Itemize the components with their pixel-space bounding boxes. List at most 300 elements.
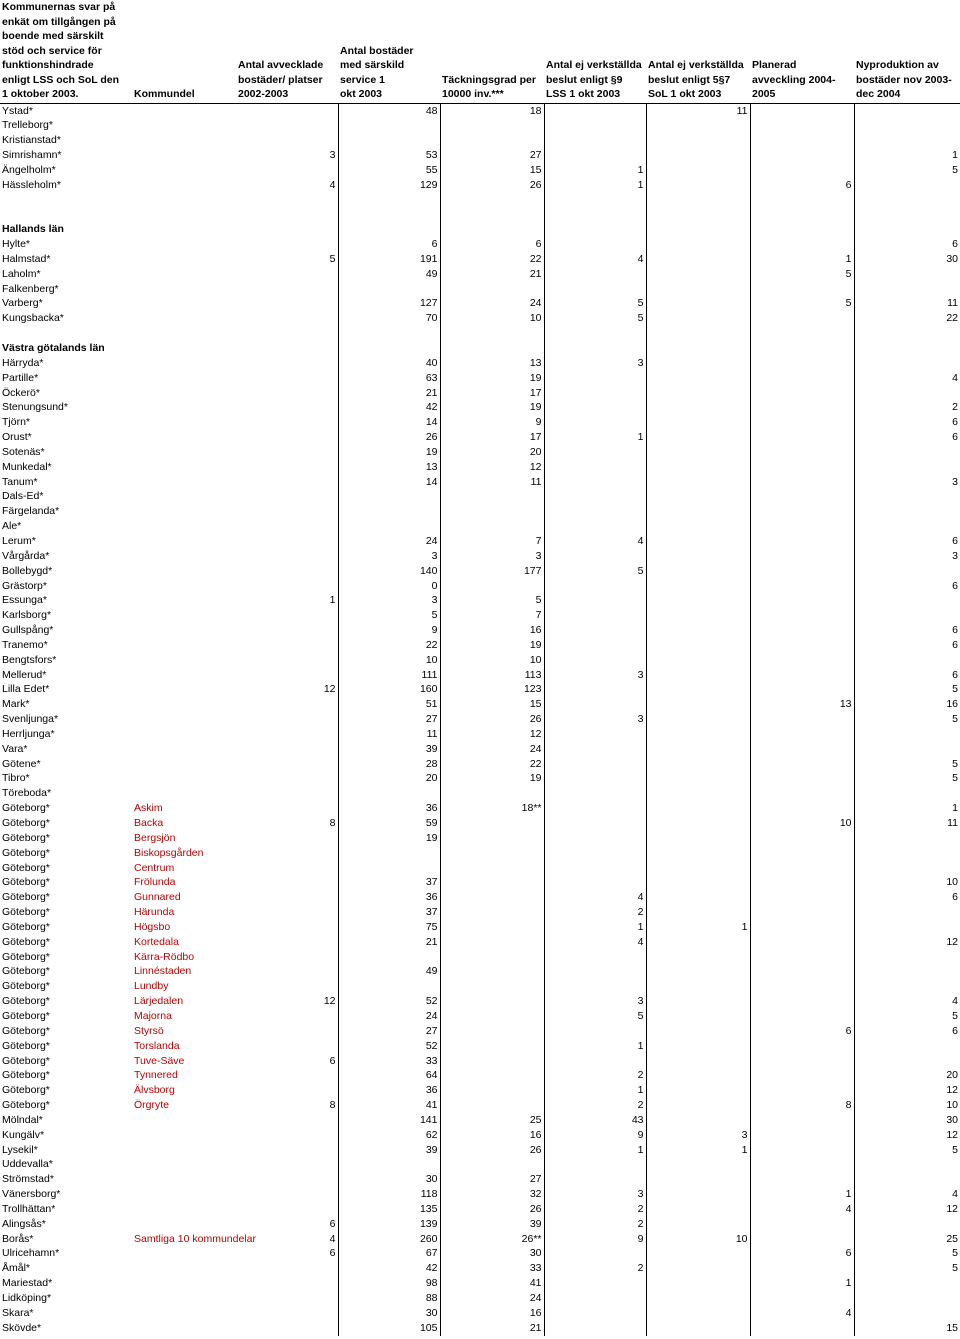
value-cell [646,163,750,178]
kommundel-cell: Tynnered [134,1069,178,1082]
value-cell: 191 [338,252,440,267]
value-cell [646,1246,750,1261]
table-row [0,1202,960,1217]
value-cell [750,148,854,163]
kommun-cell: Göteborg* [2,1054,50,1067]
value-cell [646,623,750,638]
value-cell: 11 [646,103,750,118]
kommundel-cell [132,519,236,534]
value-cell [854,1172,960,1187]
value-cell [750,564,854,579]
value-cell: 3 [544,1187,646,1202]
value-cell [646,801,750,816]
value-cell: 19 [440,400,544,415]
value-cell [338,504,440,519]
value-cell [236,831,338,846]
kommundel-cell: Kärra-Rödbo [134,950,195,963]
value-cell [236,356,338,371]
table-row [0,252,960,267]
value-cell: 36 [338,1083,440,1098]
kommun-cell: Vänersborg* [2,1188,61,1201]
kommun-cell: Göteborg* [2,1084,50,1097]
kommun-cell: Bollebygd* [2,564,53,577]
table-row [0,579,960,594]
value-cell [854,445,960,460]
kommundel-cell: Majorna [134,1009,172,1022]
table-cell [750,222,854,237]
value-cell: 26 [440,1143,544,1158]
value-cell [750,163,854,178]
kommundel-cell: Biskopsgården [134,846,204,859]
table-cell [440,341,544,356]
header-avvecklade: Antal avvecklade bostäder/ platser 2002-2003 [236,0,338,103]
value-cell: 12 [440,727,544,742]
value-cell: 26 [440,178,544,193]
value-cell [646,712,750,727]
value-cell [646,1083,750,1098]
value-cell: 9 [544,1232,646,1247]
value-cell: 30 [338,1306,440,1321]
value-cell [646,1172,750,1187]
value-cell: 19 [338,445,440,460]
value-cell: 30 [946,1113,958,1126]
value-cell [854,786,960,801]
value-cell: 39 [440,1217,544,1232]
table-row [0,1054,960,1069]
value-cell [750,133,854,148]
value-cell [646,831,750,846]
kommun-cell: Lysekil* [2,1143,38,1156]
value-cell: 1 [646,920,750,935]
value-cell: 3 [952,475,958,488]
value-cell [544,519,646,534]
value-cell: 1 [750,1276,854,1291]
value-cell [440,1157,544,1172]
value-cell [646,534,750,549]
value-cell [338,282,440,297]
value-cell [440,950,544,965]
value-cell [236,311,338,326]
table-row [0,534,960,549]
value-cell: 3 [338,549,440,564]
table-row [0,163,960,178]
value-cell [544,638,646,653]
value-cell [544,950,646,965]
value-cell: 12 [440,460,544,475]
value-cell [646,1187,750,1202]
value-cell: 4 [952,371,958,384]
value-cell: 160 [338,682,440,697]
kommun-cell: Sotenäs* [2,445,45,458]
value-cell [646,1261,750,1276]
value-cell [236,861,338,876]
value-cell [646,326,750,341]
value-cell [750,311,854,326]
value-cell: 2 [544,1217,646,1232]
value-cell: 10 [646,1232,750,1247]
value-cell [236,1306,338,1321]
kommun-cell: Gullspång* [2,624,54,637]
value-cell [544,445,646,460]
value-cell [854,742,960,757]
kommun-cell: Karlsborg* [2,609,52,622]
kommun-cell: Göteborg* [2,1099,50,1112]
value-cell [544,861,646,876]
kommundel-cell [132,133,236,148]
value-cell: 4 [544,935,646,950]
value-cell: 62 [338,1128,440,1143]
value-cell [440,1068,544,1083]
value-cell [646,282,750,297]
value-cell [854,1217,960,1232]
table-row [0,415,960,430]
kommun-cell: Trollhättan* [2,1202,56,1215]
value-cell [544,608,646,623]
value-cell: 17 [440,430,544,445]
kommundel-cell [132,148,236,163]
value-cell: 7 [440,534,544,549]
table-row [0,118,960,133]
value-cell [646,846,750,861]
value-cell [646,430,750,445]
kommun-cell: Tranemo* [2,638,48,651]
value-cell [544,771,646,786]
value-cell [750,1009,854,1024]
value-cell: 6 [750,178,854,193]
value-cell: 6 [952,431,958,444]
value-cell [544,207,646,222]
value-cell [646,504,750,519]
value-cell [440,831,544,846]
value-cell: 14 [338,475,440,490]
value-cell [440,816,544,831]
value-cell: 28 [338,757,440,772]
kommundel-cell [132,549,236,564]
value-cell [338,489,440,504]
table-row [0,1261,960,1276]
kommundel-cell [132,1128,236,1143]
value-cell: 12 [946,1128,958,1141]
value-cell [236,534,338,549]
kommun-cell: Göteborg* [2,1009,50,1022]
kommun-cell: Göteborg* [2,876,50,889]
kommun-cell: Mariestad* [2,1277,53,1290]
value-cell: 2 [544,1202,646,1217]
value-cell: 6 [236,1246,338,1261]
kommun-cell: Göteborg* [2,920,50,933]
value-cell [544,682,646,697]
value-cell [544,979,646,994]
value-cell [646,371,750,386]
table-row [0,950,960,965]
value-cell [236,1039,338,1054]
value-cell: 36 [338,890,440,905]
value-cell: 4 [236,178,338,193]
value-cell: 21 [338,386,440,401]
table-row [0,1113,960,1128]
value-cell [646,1276,750,1291]
kommun-cell: Uddevalla* [2,1158,53,1171]
value-cell [236,282,338,297]
table-row [0,935,960,950]
value-cell [236,979,338,994]
value-cell [854,207,960,222]
kommundel-cell [132,504,236,519]
value-cell [750,1143,854,1158]
table-cell [646,222,750,237]
value-cell [440,1098,544,1113]
kommun-cell: Götene* [2,757,41,770]
kommundel-cell [132,445,236,460]
kommundel-cell [132,638,236,653]
value-cell [750,549,854,564]
value-cell [440,964,544,979]
value-cell [236,103,338,118]
kommundel-cell [132,400,236,415]
value-cell [646,252,750,267]
value-cell [236,771,338,786]
value-cell [236,608,338,623]
header-planerad: Planerad avveckling 2004- 2005 [750,0,854,103]
value-cell [236,1128,338,1143]
value-cell [440,489,544,504]
value-cell [646,950,750,965]
table-row [0,1321,960,1336]
kommundel-cell [132,311,236,326]
value-cell [646,1068,750,1083]
value-cell [646,1113,750,1128]
value-cell [750,1261,854,1276]
kommundel-cell [132,326,236,341]
value-cell [236,757,338,772]
value-cell [236,1261,338,1276]
kommun-cell: Göteborg* [2,935,50,948]
value-cell: 49 [338,267,440,282]
value-cell [854,593,960,608]
value-cell: 55 [338,163,440,178]
value-cell: 1 [646,1143,750,1158]
value-cell [236,489,338,504]
kommun-cell: Dals-Ed* [2,490,44,503]
value-cell [338,950,440,965]
value-cell: 141 [338,1113,440,1128]
table-row [0,549,960,564]
value-cell [236,1068,338,1083]
value-cell: 33 [338,1054,440,1069]
value-cell [750,890,854,905]
value-cell: 123 [440,682,544,697]
value-cell: 6 [750,1246,854,1261]
kommundel-cell [132,1261,236,1276]
kommundel-cell [132,682,236,697]
value-cell: 51 [338,697,440,712]
table-row [0,1246,960,1261]
table-cell [236,341,338,356]
value-cell [236,697,338,712]
value-cell [440,1083,544,1098]
table-row [0,519,960,534]
value-cell [646,742,750,757]
value-cell: 27 [440,148,544,163]
value-cell: 27 [338,1024,440,1039]
kommundel-cell [132,771,236,786]
kommun-cell: Ystad* [2,104,33,117]
value-cell: 24 [440,1291,544,1306]
value-cell: 16 [946,698,958,711]
value-cell [750,742,854,757]
value-cell [854,653,960,668]
table-row [0,846,960,861]
value-cell [750,653,854,668]
value-cell [646,460,750,475]
value-cell [236,1202,338,1217]
kommundel-cell [132,163,236,178]
value-cell: 22 [338,638,440,653]
value-cell [236,1024,338,1039]
value-cell [750,579,854,594]
value-cell [236,207,338,222]
value-cell: 6 [440,237,544,252]
value-cell: 5 [544,296,646,311]
kommun-cell: Färgelanda* [2,505,60,518]
value-cell [750,875,854,890]
kommundel-cell [132,356,236,371]
value-cell [440,118,544,133]
value-cell: 6 [952,238,958,251]
kommundel-cell [132,178,236,193]
value-cell: 30 [946,252,958,265]
table-row [0,890,960,905]
value-cell: 42 [338,1261,440,1276]
value-cell: 19 [338,831,440,846]
value-cell [854,282,960,297]
section-title: Hallands län [2,223,64,236]
kommundel-cell [132,697,236,712]
value-cell: 10 [750,816,854,831]
value-cell [236,386,338,401]
kommun-cell: Essunga* [2,594,47,607]
value-cell [236,846,338,861]
value-cell [544,1306,646,1321]
value-cell [236,1113,338,1128]
header-title: Kommunernas svar på enkät om tillgången på boende med särskilt stöd och service för funktionshindrade enligt LSS och SoL den 1 oktober 2003. [0,0,132,103]
kommundel-cell [132,564,236,579]
value-cell [750,460,854,475]
value-cell: 1 [544,1143,646,1158]
value-cell [854,1054,960,1069]
value-cell: 1 [544,1083,646,1098]
value-cell [646,148,750,163]
value-cell: 10 [440,653,544,668]
table-row [0,133,960,148]
value-cell: 140 [338,564,440,579]
value-cell [646,475,750,490]
value-cell: 5 [440,593,544,608]
kommun-cell: Lerum* [2,534,36,547]
kommun-cell: Alingsås* [2,1217,46,1230]
kommun-cell: Borås* [2,1232,34,1245]
value-cell [440,133,544,148]
kommun-cell: Strömstad* [2,1173,54,1186]
kommundel-cell: Backa [134,817,164,829]
value-cell: 10 [440,311,544,326]
value-cell: 1 [544,1039,646,1054]
value-cell [646,593,750,608]
table-row [0,801,960,816]
kommun-cell [0,326,132,341]
kommundel-cell: Samtliga 10 kommundelar [134,1232,256,1245]
kommun-cell [0,207,132,222]
value-cell: 2 [544,1068,646,1083]
value-cell [854,564,960,579]
kommun-cell: Ale* [2,520,22,533]
table-row [0,682,960,697]
kommundel-cell [132,193,236,208]
value-cell: 26** [440,1232,544,1247]
value-cell: 21 [338,935,440,950]
table-row [0,400,960,415]
value-cell [750,861,854,876]
value-cell: 41 [338,1098,440,1113]
value-cell: 27 [440,1172,544,1187]
value-cell [750,326,854,341]
value-cell [750,1291,854,1306]
value-cell: 24 [338,534,440,549]
table-row [0,742,960,757]
value-cell [236,890,338,905]
value-cell [440,905,544,920]
value-cell [646,771,750,786]
value-cell [236,371,338,386]
value-cell [236,267,338,282]
value-cell [646,1054,750,1069]
value-cell [854,831,960,846]
value-cell: 3 [544,668,646,683]
value-cell: 27 [338,712,440,727]
value-cell [854,608,960,623]
value-cell: 26 [440,1202,544,1217]
value-cell: 6 [952,638,958,651]
kommundel-cell [132,579,236,594]
kommun-cell: Vara* [2,742,28,755]
table-row [0,1039,960,1054]
value-cell [646,979,750,994]
value-cell [854,964,960,979]
value-cell [236,786,338,801]
value-cell [854,356,960,371]
kommun-cell: Orust* [2,431,32,444]
kommun-cell: Mölndal* [2,1113,43,1126]
table-row [0,1157,960,1172]
value-cell [544,742,646,757]
value-cell: 5 [544,564,646,579]
value-cell: 2 [544,1098,646,1113]
value-cell [854,133,960,148]
value-cell [854,118,960,133]
value-cell [544,964,646,979]
kommun-cell: Stenungsund* [2,401,68,414]
value-cell: 5 [236,252,338,267]
value-cell: 8 [750,1098,854,1113]
value-cell [750,964,854,979]
value-cell: 20 [946,1069,958,1082]
kommun-cell: Lilla Edet* [2,683,50,696]
value-cell: 12 [236,994,338,1009]
value-cell [750,430,854,445]
kommundel-cell [132,757,236,772]
value-cell [646,356,750,371]
value-cell [750,475,854,490]
